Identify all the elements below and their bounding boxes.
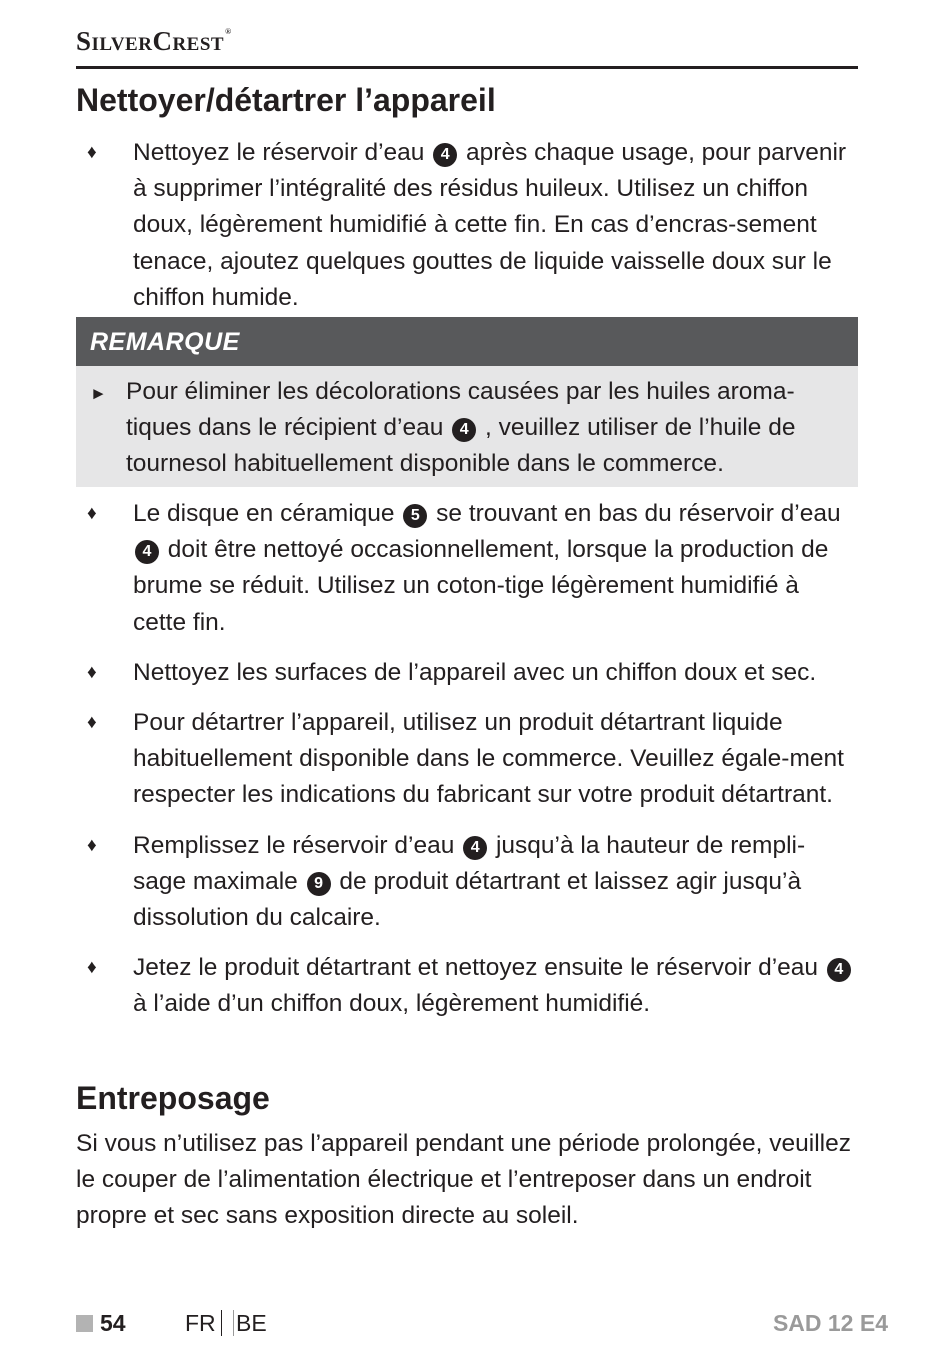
storage-title: Entreposage [76, 1080, 270, 1116]
brand-name: SilverCrest [76, 26, 225, 56]
list-item [76, 828, 858, 937]
note-text [126, 374, 846, 483]
note-title: REMARQUE [90, 328, 240, 356]
list-item [76, 496, 858, 641]
list-item-text: Le disque en céramique [133, 500, 402, 527]
reference-badge: 9 [307, 872, 331, 896]
registered-mark: ® [225, 27, 232, 36]
language-separator [221, 1310, 222, 1336]
reference-badge: 4 [433, 143, 457, 167]
note-text-part: , veuillez utiliser de l’huile de tournesol habituellement disponible dans le commerce. [126, 414, 796, 478]
brand-logo [76, 28, 232, 55]
diamond-bullet-icon: ♦ [87, 834, 97, 856]
list-item-text: Nettoyez les surfaces de l’appareil avec un chiffon doux et sec. [133, 658, 817, 686]
language-fr: FR [185, 1310, 216, 1336]
page-marker-square [76, 1315, 93, 1332]
diamond-bullet-icon: ♦ [87, 503, 97, 524]
arrow-bullet-icon: ► [90, 384, 107, 403]
page-number: 54 [100, 1310, 126, 1336]
list-item-text: Pour détartrer l’appareil, utilisez un produit détartrant liquide habituellement disponible dans le commerce. Veuillez égale-ment respecter les indications du fabricant sur votre produit détartrant. [133, 709, 844, 809]
list-item-text: jusqu’à la hauteur de rempli-sage maximale [133, 831, 806, 895]
storage-text: Si vous n’utilisez pas l’appareil pendant une période prolongée, veuillez le couper de l’alimentation électrique et l’entreposer dans un endroit propre et sec sans exposition directe au soleil. [76, 1130, 851, 1230]
diamond-bullet-icon: ♦ [87, 712, 97, 734]
list-item-text: de produit détartrant et laissez agir jusqu’à dissolution du calcaire. [133, 867, 802, 932]
section-title: Nettoyer/détartrer l’appareil [76, 82, 496, 118]
bullet-list-top [76, 135, 858, 316]
list-item-text: à l’aide d’un chiffon doux, légèrement humidifié. [133, 990, 651, 1018]
diamond-bullet-icon: ♦ [87, 142, 97, 163]
note-header [76, 317, 858, 366]
model-number: SAD 12 E4 [772, 1310, 888, 1336]
list-item [76, 950, 858, 1022]
note-text-part: Pour éliminer les décolorations causées par les huiles aroma-tiques dans le récipient d’eau [126, 378, 795, 442]
list-item-text: Remplissez le réservoir d’eau [133, 831, 462, 859]
bullet-list-main [76, 496, 858, 1023]
header-rule [76, 66, 858, 69]
list-item-text: se trouvant en bas du réservoir d’eau [429, 500, 841, 527]
reference-badge: 4 [135, 540, 159, 564]
reference-badge: 4 [452, 418, 476, 442]
list-item [76, 655, 858, 691]
page-footer [76, 1306, 888, 1340]
list-item [76, 135, 858, 316]
list-item-text: après chaque usage, pour parvenir à supprimer l’intégralité des résidus huileux. Utilisez un chiffon doux, légèrement humidifié à cette fin. En cas d’encras-sement tenace, ajoutez quelques gouttes de liquide vaisselle doux sur le chiffon humide. [133, 139, 847, 311]
list-item-text: Nettoyez le réservoir d’eau [133, 139, 432, 166]
diamond-bullet-icon: ♦ [87, 661, 97, 683]
reference-badge: 4 [463, 836, 487, 860]
footer-separator [233, 1310, 234, 1336]
reference-badge: 5 [403, 504, 427, 528]
list-item-text: doit être nettoyé occasionnellement, lorsque la production de brume se réduit. Utilisez un coton-tige légèrement humidifié à cette fin. [133, 536, 829, 636]
list-item-text: Jetez le produit détartrant et nettoyez ensuite le réservoir d’eau [133, 954, 825, 982]
diamond-bullet-icon: ♦ [87, 957, 97, 979]
list-item [76, 705, 858, 814]
note-body [76, 366, 858, 487]
reference-badge: 4 [827, 958, 851, 982]
language-be: BE [236, 1310, 267, 1336]
